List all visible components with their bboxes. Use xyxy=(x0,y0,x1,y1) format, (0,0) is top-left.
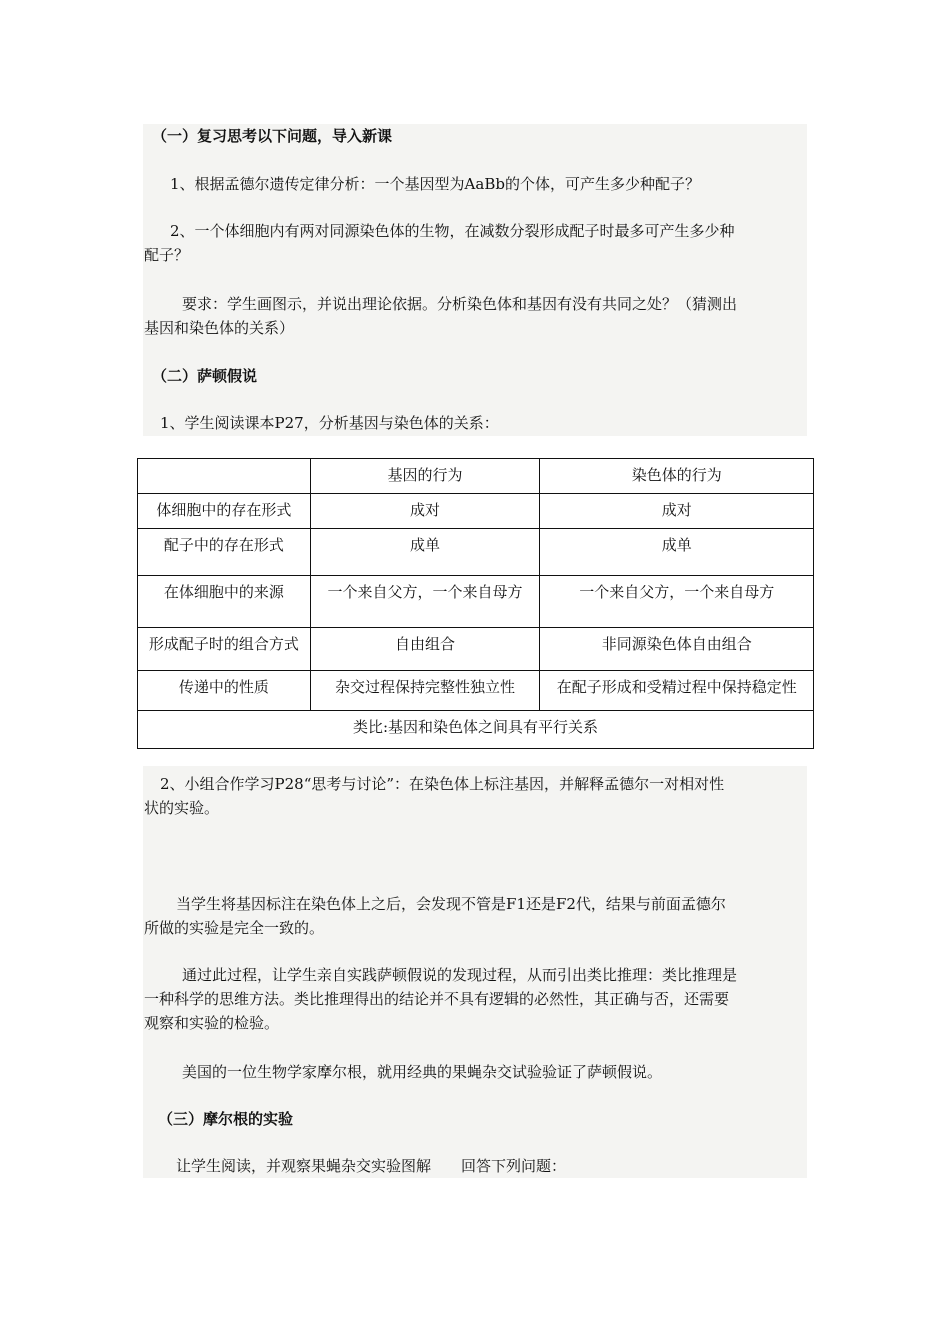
table-cell: 成单 xyxy=(540,529,814,576)
table-cell: 体细胞中的存在形式 xyxy=(138,494,311,529)
requirement-line1: 要求：学生画图示，并说出理论依据。分析染色体和基因有没有共同之处？（猜测出 xyxy=(182,295,738,313)
table-header-cell: 染色体的行为 xyxy=(540,459,814,494)
requirement-line2: 基因和染色体的关系） xyxy=(144,319,295,337)
question-2-line1: 2、一个体细胞内有两对同源染色体的生物，在减数分裂形成配子时最多可产生多少种 xyxy=(170,222,735,240)
table-cell: 杂交过程保持完整性独立性 xyxy=(310,671,540,711)
paragraph-2-line2: 一种科学的思维方法。类比推理得出的结论并不具有逻辑的必然性，其正确与否，还需要 xyxy=(144,990,730,1008)
paragraph-1-line1: 当学生将基因标注在染色体上之后，会发现不管是F1还是F2代，结果与前面孟德尔 xyxy=(176,895,726,913)
section2-heading: （二）萨顿假说 xyxy=(152,367,258,385)
table-row xyxy=(138,494,814,529)
table-cell: 成对 xyxy=(310,494,540,529)
paragraph-3: 美国的一位生物学家摩尔根，就用经典的果蝇杂交试验验证了萨顿假说。 xyxy=(182,1063,663,1081)
table-cell: 传递中的性质 xyxy=(138,671,311,711)
table-footer-row xyxy=(138,711,814,749)
section2-item2-line2: 状的实验。 xyxy=(144,799,220,817)
table-footer-cell: 类比:基因和染色体之间具有平行关系 xyxy=(138,711,814,749)
table-cell: 成单 xyxy=(310,529,540,576)
table-header-cell: 基因的行为 xyxy=(310,459,540,494)
table-cell: 自由组合 xyxy=(310,628,540,671)
section1-heading: （一）复习思考以下问题，导入新课 xyxy=(152,127,393,145)
paragraph-1-line2: 所做的实验是完全一致的。 xyxy=(144,919,325,937)
table-cell: 一个来自父方，一个来自母方 xyxy=(310,576,540,628)
shade-block-1 xyxy=(143,124,807,436)
paragraph-2-line3: 观察和实验的检验。 xyxy=(144,1014,280,1032)
table-cell: 一个来自父方，一个来自母方 xyxy=(540,576,814,628)
question-1: 1、根据孟德尔遗传定律分析：一个基因型为AaBb的个体，可产生多少种配子？ xyxy=(170,175,700,193)
table-cell: 形成配子时的组合方式 xyxy=(138,628,311,671)
table-row xyxy=(138,576,814,628)
section2-item1: 1、学生阅读课本P27，分析基因与染色体的关系： xyxy=(160,414,499,432)
section3-intro: 让学生阅读，并观察果蝇杂交实验图解 回答下列问题： xyxy=(176,1157,567,1175)
section2-item2-line1: 2、小组合作学习P28“思考与讨论”：在染色体上标注基因，并解释孟德尔一对相对性 xyxy=(160,775,725,793)
table-header-row xyxy=(138,459,814,494)
table-cell: 配子中的存在形式 xyxy=(138,529,311,576)
table-row xyxy=(138,529,814,576)
table-cell: 在体细胞中的来源 xyxy=(138,576,311,628)
table-cell: 成对 xyxy=(540,494,814,529)
table-cell: 非同源染色体自由组合 xyxy=(540,628,814,671)
comparison-table xyxy=(137,458,814,749)
section3-heading: （三）摩尔根的实验 xyxy=(158,1110,294,1128)
table-header-cell xyxy=(138,459,311,494)
table-cell: 在配子形成和受精过程中保持稳定性 xyxy=(540,671,814,711)
paragraph-2-line1: 通过此过程，让学生亲自实践萨顿假说的发现过程，从而引出类比推理：类比推理是 xyxy=(182,966,738,984)
table-row xyxy=(138,628,814,671)
question-2-line2: 配子？ xyxy=(144,246,190,264)
table-row xyxy=(138,671,814,711)
